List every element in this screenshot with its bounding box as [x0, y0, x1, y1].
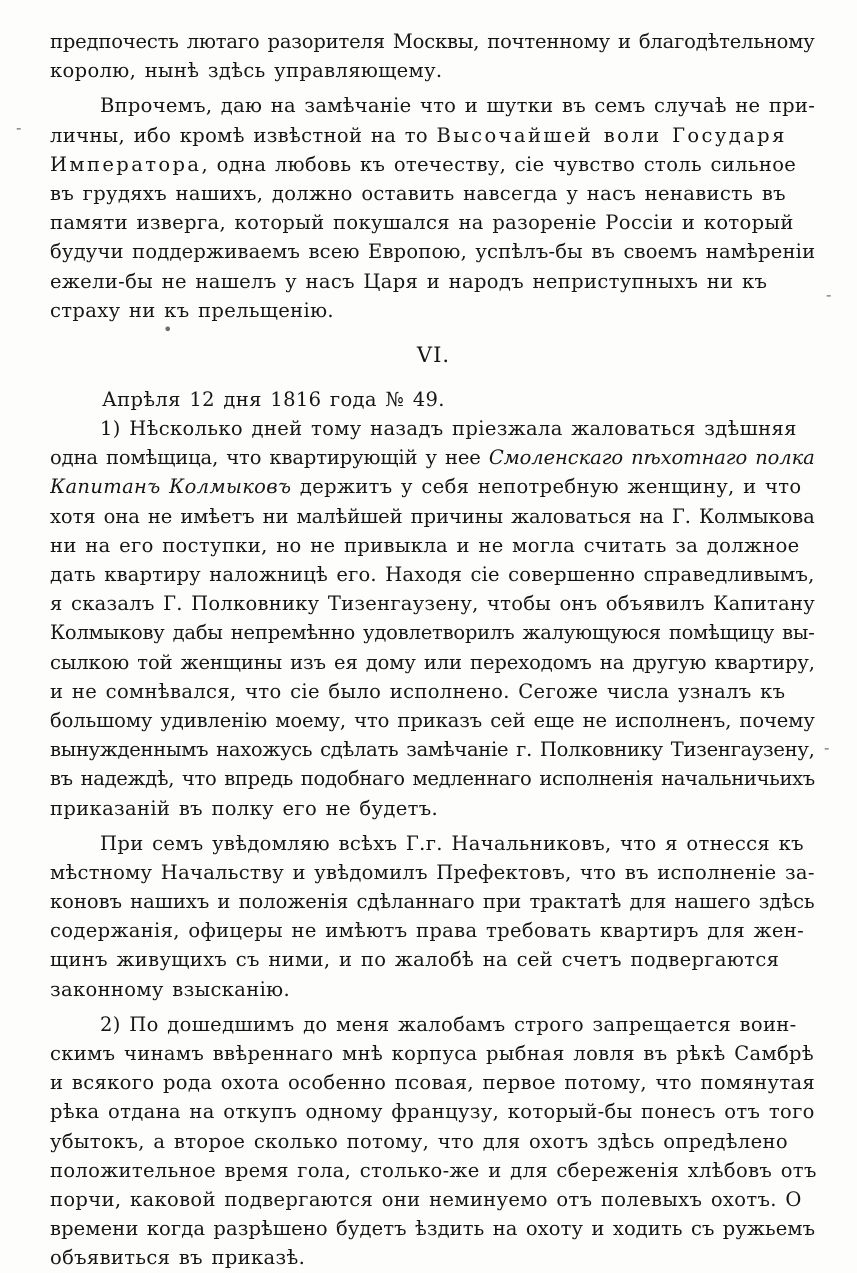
margin-mark: -	[824, 738, 830, 757]
margin-mark: •	[163, 320, 173, 339]
paragraph-4	[50, 829, 817, 1004]
text-line: и не сомнѣвался, что сіе было исполнено. Сегоже числа узналъ къ	[50, 679, 786, 703]
text-line: будучи поддерживаемъ всею Европою, успѣлъ-бы въ своемъ намѣреніи	[50, 240, 816, 264]
text-line: королю, нынѣ здѣсь управляющему.	[50, 59, 443, 83]
text-line: убытокъ, а второе сколько потому, что для охотъ здѣсь опредѣлено	[50, 1129, 788, 1153]
italic-phrase: Капитанъ Колмыковъ	[50, 475, 292, 499]
text-line	[50, 121, 817, 150]
text-line: скимъ чинамъ ввѣреннаго мнѣ корпуса рыбная ловля въ рѣкѣ Самбрѣ	[50, 1042, 814, 1065]
text-line: законному взысканію.	[50, 977, 291, 1001]
text-line	[50, 443, 817, 472]
text-line: памяти изверга, который покушался на разореніе Россіи и который	[50, 211, 794, 235]
text-line: хотя она не имѣетъ ни малѣйшей причины жаловаться на Г. Колмыкова	[50, 504, 815, 528]
text-line: я сказалъ Г. Полковнику Тизенгаузену, чтобы онъ объявилъ Капитану	[50, 592, 815, 616]
paragraph-3	[50, 414, 817, 823]
text-line: и всякого рода охота особенно псовая, первое потому, что помянутая	[50, 1071, 816, 1095]
text-line	[50, 150, 817, 179]
text-line: въ надеждѣ, что впредь подобнаго медленнаго исполненія начальничьихъ	[50, 767, 815, 791]
text-line: щинъ живущихъ съ ними, и по жалобѣ на сей счетъ подвергаются	[50, 948, 780, 972]
text-line: времени когда разрѣшено будетъ ѣздить на охоту и ходить съ ружьемъ	[50, 1217, 816, 1241]
text-line: страху ни къ прельщенію.	[50, 298, 334, 322]
text-line: ни на его поступки, но не привыкла и не могла считать за должное	[50, 533, 800, 557]
paragraph-2	[50, 91, 817, 325]
italic-phrase: Смоленскаго пѣхотнаго полка	[488, 446, 815, 470]
text-line: вынужденнымъ нахожусь сдѣлать замѣчаніе г. Полковнику Тизенгаузену,	[50, 738, 815, 762]
text-line: предпочесть лютаго разорителя Москвы, почтенному и благодѣтельному	[50, 30, 815, 53]
text-line: При семъ увѣдомляю всѣхъ Г.г. Начальниковъ, что я отнесся къ	[100, 831, 804, 855]
text-line: Колмыкову дабы непремѣнно удовлетворилъ жалующуюся помѣщицу вы-	[50, 621, 815, 645]
text-line	[50, 472, 817, 501]
text-line: приказаній въ полку его не будетъ.	[50, 796, 439, 820]
text-segment: , одна любовь къ отечеству, сіе чувство столь сильное	[201, 152, 797, 176]
text-line: большому удивленію моему, что приказъ сей еще не исполненъ, почему	[50, 708, 815, 732]
section-heading: VI.	[416, 342, 451, 367]
margin-mark: -	[826, 285, 832, 304]
text-line: положительное время гола, столько-же и для сбереженія хлѣбовъ отъ	[50, 1158, 817, 1182]
text-segment: одна помѣщица, что квартирующій у нее	[50, 446, 489, 470]
text-line: объявиться въ приказѣ.	[50, 1246, 306, 1270]
text-line: ежели-бы не нашелъ у насъ Царя и народъ неприступныхъ ни къ	[50, 269, 768, 293]
text-line: дать квартиру наложницѣ его. Находя сіе совершенно справедливымъ,	[50, 563, 815, 586]
text-segment: держитъ у себя непотребную женщину, и что	[299, 475, 802, 499]
margin-mark: -	[16, 118, 22, 137]
text-segment: личны, ибо кромѣ извѣстной на то	[50, 123, 437, 147]
emphasized-phrase: Высочайшей воли Государя	[436, 123, 787, 147]
text-line: рѣка отдана на откупъ одному французу, который-бы понесъ отъ того	[50, 1100, 815, 1124]
text-line: порчи, каковой подвергаются они неминуемо отъ полевыхъ охотъ. О	[50, 1187, 802, 1211]
paragraph-5	[50, 1010, 817, 1273]
paragraph-1	[50, 27, 817, 85]
text-line: содержанія, офицеры не имѣютъ права требовать квартиръ для жен-	[50, 919, 805, 943]
text-line: мѣстному Начальству и увѣдомилъ Префектовъ, что въ исполненіе за-	[50, 860, 815, 884]
text-line: коновъ нашихъ и положенія сдѣланнаго при трактатѣ для нашего здѣсь	[50, 890, 815, 914]
text-line: въ грудяхъ нашихъ, должно оставить навсегда у насъ ненависть въ	[50, 181, 786, 205]
text-line: 2) По дошедшимъ до меня жалобамъ строго запрещается воин-	[100, 1012, 797, 1036]
text-line: Впрочемъ, даю на замѣчаніе что и шутки въ семъ случаѣ не при-	[100, 94, 816, 118]
dateline: Апрѣля 12 дня 1816 года № 49.	[102, 387, 445, 411]
text-line: сылкою той женщины изъ ея дому или переходомъ на другую квартиру,	[50, 650, 815, 674]
emphasized-phrase: Императора	[50, 152, 202, 176]
text-line: 1) Нѣсколько дней тому назадъ пріезжала жаловаться здѣшняя	[100, 417, 797, 441]
